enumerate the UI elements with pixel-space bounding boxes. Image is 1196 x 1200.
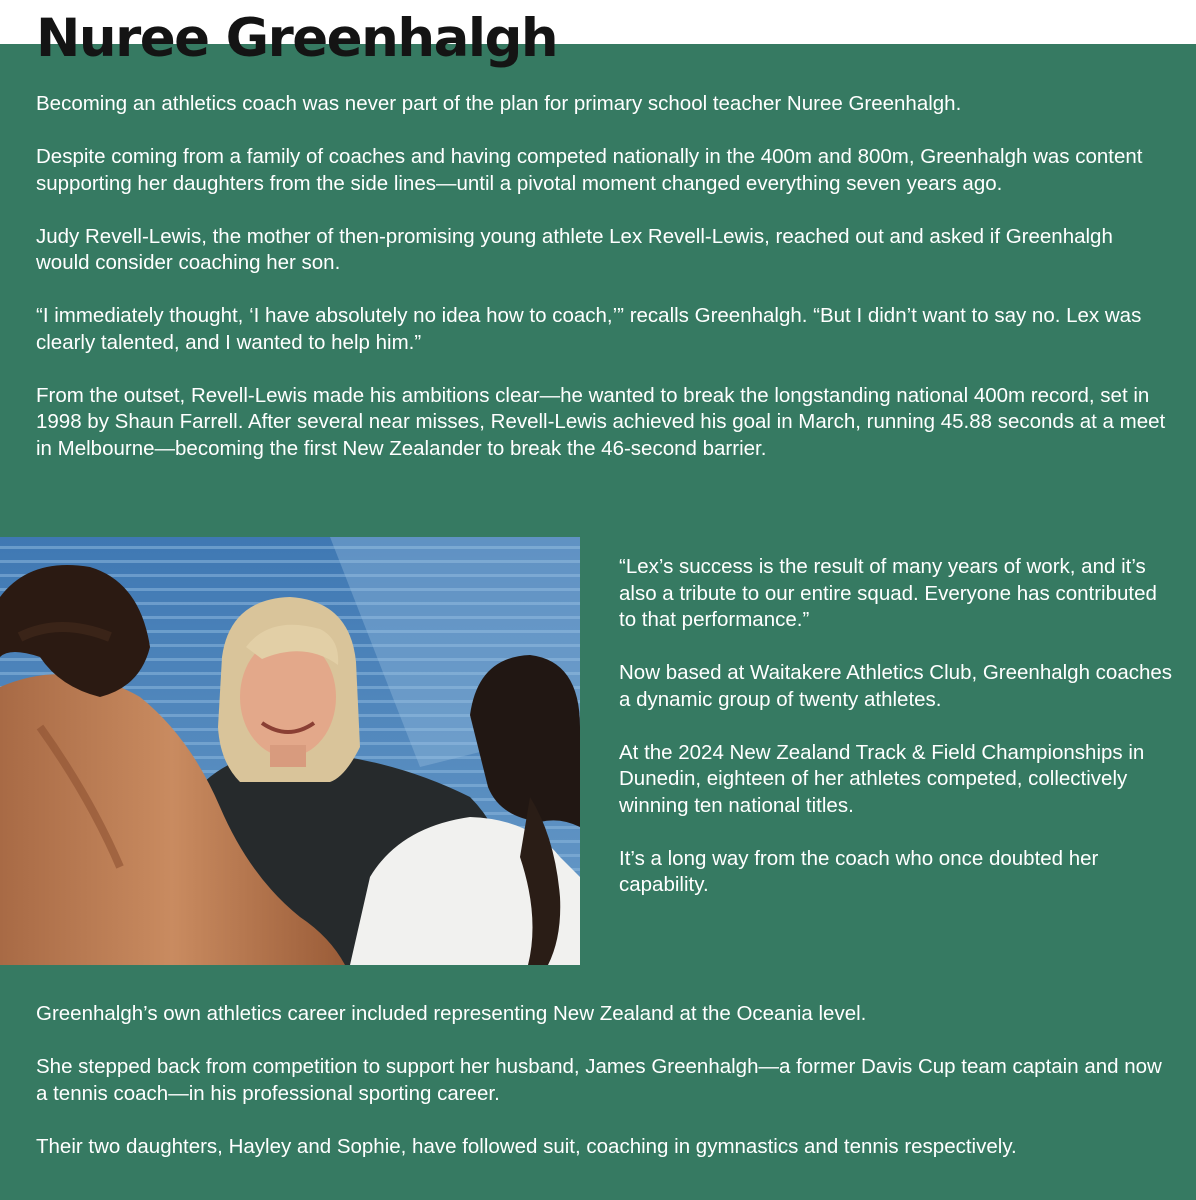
side-paragraph-4: It’s a long way from the coach who once doubted her capability. [619, 846, 1099, 896]
side-paragraph-2: Now based at Waitakere Athletics Club, Greenhalgh coaches a dynamic group of twenty athletes. [619, 661, 1173, 711]
closing-paragraph-1: Greenhalgh’s own athletics career included representing New Zealand at the Oceania level. [36, 1002, 867, 1025]
closing-paragraph-2: She stepped back from competition to support her husband, James Greenhalgh—a former Davis Cup team captain and now a tennis coach—in his professional sporting career. [36, 1055, 1162, 1105]
intro-paragraph-3: Judy Revell-Lewis, the mother of then-promising young athlete Lex Revell-Lewis, reached out and asked if Greenhalgh would consider coaching her son. [36, 224, 1113, 274]
intro-paragraph-5: From the outset, Revell-Lewis made his ambitions clear—he wanted to break the longstanding national 400m record, set in 1998 by Shaun Farrell. After several near misses, Revell-Lewis achieved his goal in March, running 45.88 seconds at a meet in Melbourne—becoming the first New Zealander to break the 46-second barrier. [36, 383, 1166, 460]
side-paragraph-3: At the 2024 New Zealand Track & Field Championships in Dunedin, eighteen of her athletes competed, collectively winning ten national titles. [619, 740, 1145, 817]
intro-paragraph-2: Despite coming from a family of coaches and having competed nationally in the 400m and 800m, Greenhalgh was content supporting her daughters from the side lines—until a pivotal moment changed everything seven years ago. [36, 145, 1143, 195]
article-title: Nuree Greenhalgh [36, 8, 558, 69]
side-paragraph-1: “Lex’s success is the result of many years of work, and it’s also a tribute to our entire squad. Everyone has contributed to that performance.” [619, 555, 1157, 631]
coach-photo [0, 537, 580, 965]
intro-paragraph-1: Becoming an athletics coach was never part of the plan for primary school teacher Nuree Greenhalgh. [36, 92, 962, 115]
closing-text-block [36, 1001, 1171, 1187]
closing-paragraph-3: Their two daughters, Hayley and Sophie, have followed suit, coaching in gymnastics and tennis respectively. [36, 1134, 1017, 1158]
intro-text-block [36, 91, 1171, 489]
side-text-block [619, 554, 1174, 925]
intro-paragraph-4: “I immediately thought, ‘I have absolutely no idea how to coach,’” recalls Greenhalgh. “But I didn’t want to say no. Lex was clearly talented, and I wanted to help him.” [36, 304, 1142, 354]
